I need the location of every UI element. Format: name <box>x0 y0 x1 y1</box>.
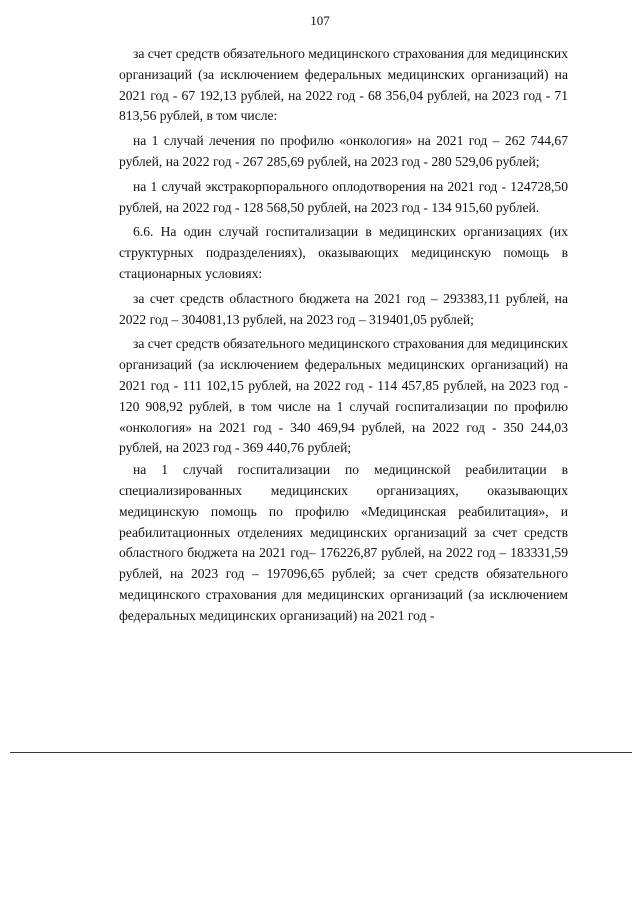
document-body <box>119 44 568 631</box>
footer-divider <box>10 752 632 753</box>
paragraph-oncology-case: на 1 случай лечения по профилю «онкология» на 2021 год – 262 744,67 рублей, на 2022 год - 267 285,69 рублей, на 2023 год - 280 529,06 рублей; <box>119 133 568 169</box>
paragraph-ivf-case: на 1 случай экстракорпорального оплодотворения на 2021 год - 124728,50 рублей, на 2022 год - 128 568,50 рублей, на 2023 год - 134 915,60 рублей. <box>119 178 568 215</box>
page-number: 107 <box>310 13 330 28</box>
paragraph-section-6-6: 6.6. На один случай госпитализации в медицинских организациях (их структурных подразделениях), оказывающих медицинскую помощь в стационарных условиях: <box>119 224 568 281</box>
paragraph-oms-funding: за счет средств обязательного медицинского страхования для медицинских организаций (за исключением федеральных медицинских организаций) на 2021 год - 67 192,13 рублей, на 2022 год - 68 356,04 рублей, на 2023 год - 71 813,56 рублей, в том числе: <box>119 46 569 124</box>
paragraph-oms-hospitalization: за счет средств обязательного медицинского страхования для медицинских организаций (за исключением федеральных медицинских организаций) на 2021 год - 111 102,15 рублей, на 2022 год - 114 457,85 рублей, на 2023 год - 120 908,92 рублей, в том числе на 1 случай госпитализации по профилю «онкология» на 2021 год - 340 469,94 рублей, на 2022 год - 350 244,03 рублей, на 2023 год - 369 440,76 рублей; <box>119 336 569 456</box>
paragraph-rehabilitation: на 1 случай госпитализации по медицинской реабилитации в специализированных медицинских организациях, оказывающих медицинскую помощь по профилю «Медицинская реабилитация», и реабилитационных отделениях медицинских организаций за счет средств областного бюджета на 2021 год– 176226,87 рублей, на 2022 год – 183331,59 рублей, на 2023 год – 197096,65 рублей; за счет средств обязательного медицинского страхования для медицинских организаций (за исключением федеральных медицинских организаций) на 2021 год - <box>119 462 568 623</box>
paragraph-regional-budget: за счет средств областного бюджета на 2021 год – 293383,11 рублей, на 2022 год – 304081,13 рублей, на 2023 год – 319401,05 рублей; <box>119 290 568 327</box>
